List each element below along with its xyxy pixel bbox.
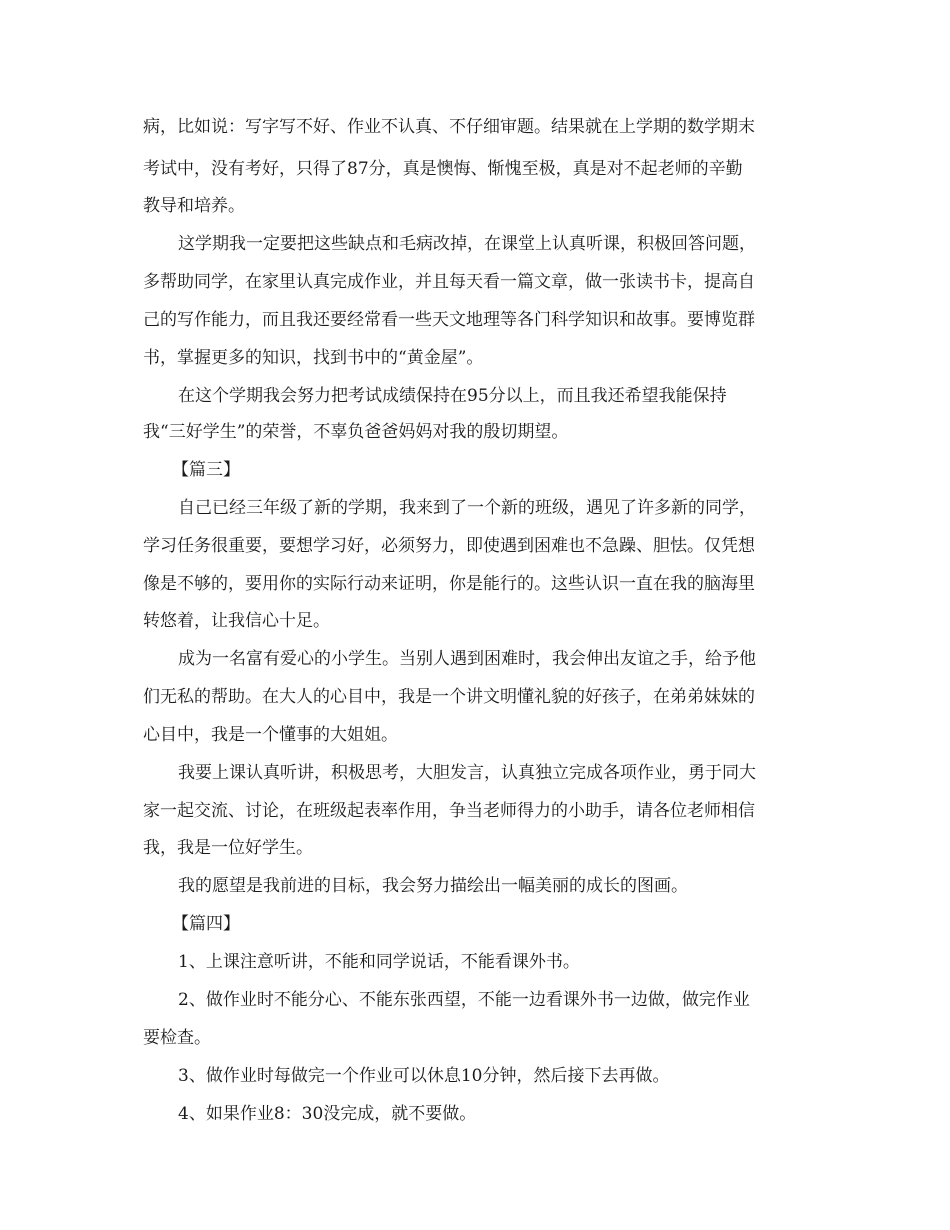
text-line: 书，掌握更多的知识，找到书中的“黄金屋”。 (143, 348, 484, 368)
paragraph-start-line: 自己已经三年级了新的学期，我来到了一个新的班级，遇见了许多新的同学， (178, 498, 756, 518)
list-item: 4、如果作业8：30没完成，就不要做。 (178, 1104, 477, 1124)
list-item: 1、上课注意听讲，不能和同学说话，不能看课外书。 (178, 952, 580, 972)
text-line: 家一起交流、讨论，在班级起表率作用，争当老师得力的小助手，请各位老师相信 (143, 801, 755, 821)
list-item: 3、做作业时每做完一个作业可以休息10分钟，然后接下去再做。 (178, 1066, 670, 1086)
text-line: 心目中，我是一个懂事的大姐姐。 (143, 725, 398, 745)
text-line: 转悠着，让我信心十足。 (143, 611, 330, 631)
text-line: 己的写作能力，而且我还要经常看一些天文地理等各门科学知识和故事。要博览群 (143, 310, 755, 330)
text-line: 学习任务很重要，要想学习好，必须努力，即使遇到困难也不急躁、胆怯。仅凭想 (143, 536, 755, 556)
paragraph-start-line: 在这个学期我会努力把考试成绩保持在95分以上，而且我还希望我能保持 (178, 386, 727, 406)
text-line: 病，比如说：写字写不好、作业不认真、不仔细审题。结果就在上学期的数学期末 (143, 117, 755, 137)
paragraph-start-line: 我要上课认真听讲，积极思考，大胆发言，认真独立完成各项作业，勇于同大 (178, 763, 756, 783)
paragraph-start-line: 成为一名富有爱心的小学生。当别人遇到困难时，我会伸出友谊之手，给予他 (178, 649, 756, 669)
section-heading: 【篇三】 (172, 460, 240, 480)
text-line: 我，我是一位好学生。 (143, 838, 313, 858)
paragraph-start-line: 这学期我一定要把这些缺点和毛病改掉，在课堂上认真听课，积极回答问题， (178, 234, 756, 254)
text-line: 像是不够的，要用你的实际行动来证明，你是能行的。这些认识一直在我的脑海里 (143, 574, 755, 594)
text-line: 我“三好学生”的荣誉，不辜负爸爸妈妈对我的殷切期望。 (143, 422, 569, 442)
text-line: 要检查。 (143, 1028, 211, 1048)
text-line: 多帮助同学，在家里认真完成作业，并且每天看一篇文章，做一张读书卡，提高自 (143, 272, 755, 292)
text-line: 考试中，没有考好，只得了87分，真是懊悔、惭愧至极，真是对不起老师的辛勤 (143, 159, 743, 179)
section-heading: 【篇四】 (172, 914, 240, 934)
list-item: 2、做作业时不能分心、不能东张西望，不能一边看课外书一边做，做完作业 (178, 990, 750, 1010)
text-line: 们无私的帮助。在大人的心目中，我是一个讲文明懂礼貌的好孩子，在弟弟妹妹的 (143, 687, 755, 707)
text-line: 教导和培养。 (143, 196, 245, 216)
paragraph-start-line: 我的愿望是我前进的目标，我会努力描绘出一幅美丽的成长的图画。 (178, 876, 688, 896)
